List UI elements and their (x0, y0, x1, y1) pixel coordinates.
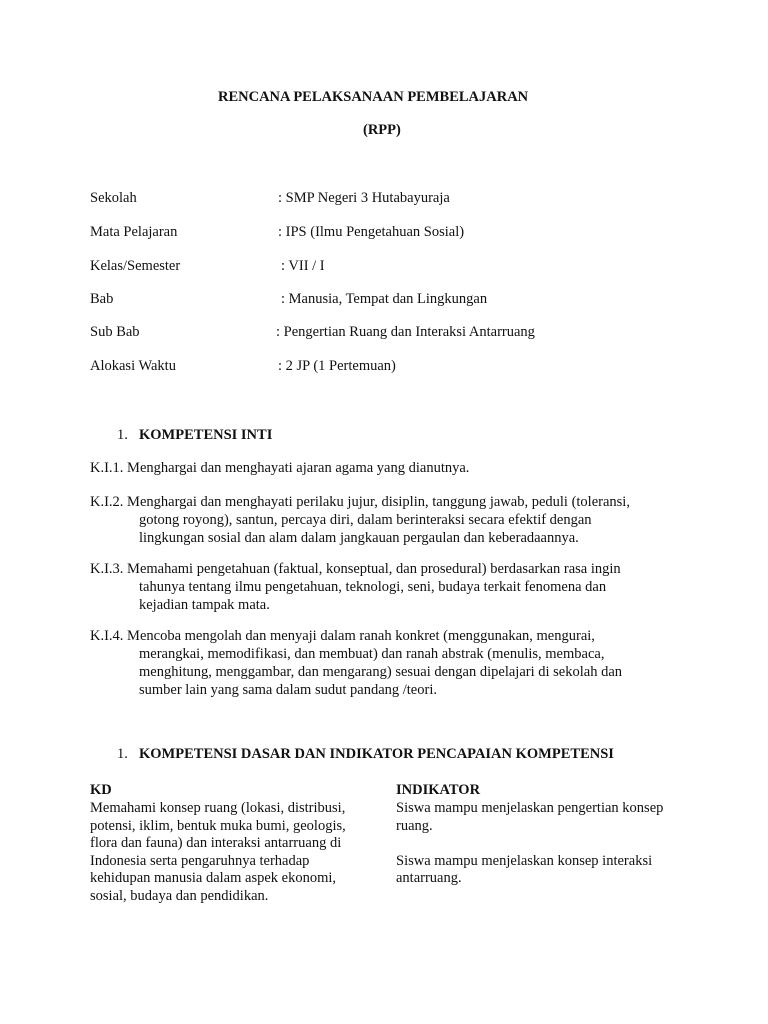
identity-label: Bab (90, 291, 114, 307)
indikator-line: Siswa mampu menjelaskan pengertian konsep (396, 800, 664, 816)
ki-line: K.I.3. Memahami pengetahuan (faktual, konseptual, dan prosedural) berdasarkan rasa ingin (90, 561, 621, 577)
ki-line: K.I.1. Menghargai dan menghayati ajaran agama yang dianutnya. (90, 460, 470, 476)
kd-line: Indonesia serta pengaruhnya terhadap (90, 852, 310, 869)
ki-item-4 (90, 627, 690, 699)
ki-line: merangkai, memodifikasi, dan membuat) dan ranah abstrak (menulis, membaca, (139, 646, 605, 662)
kd-line: potensi, iklim, bentuk muka bumi, geologis, (90, 817, 346, 834)
ki-line: menghitung, menggambar, dan mengarang) sesuai dengan dipelajari di sekolah dan (139, 664, 623, 680)
document-title: RENCANA PELAKSANAAN PEMBELAJARAN (218, 89, 529, 105)
kd-line: flora dan fauna) dan interaksi antarruang di (90, 835, 342, 851)
document-subtitle: (RPP) (363, 122, 401, 138)
indikator-line: ruang. (396, 817, 433, 834)
identity-value: : Manusia, Tempat dan Lingkungan (281, 291, 488, 307)
ki-item-1 (90, 459, 690, 477)
identity-label: Sekolah (90, 190, 137, 206)
identity-label: Sub Bab (90, 324, 140, 340)
kd-header: KD (90, 782, 112, 798)
kd-line: sosial, budaya dan pendidikan. (90, 887, 269, 904)
kd-column (90, 800, 346, 905)
section-number: 1. (117, 427, 128, 443)
identity-label: Kelas/Semester (90, 258, 181, 274)
section-heading-kompetensi-inti: KOMPETENSI INTI (139, 427, 273, 443)
indikator-column (396, 800, 663, 888)
indikator-line: Siswa mampu menjelaskan konsep interaksi (396, 852, 653, 869)
identity-value: : VII / I (281, 258, 325, 274)
indikator-header: INDIKATOR (396, 782, 481, 798)
section-number: 1. (117, 746, 128, 762)
identity-value: : SMP Negeri 3 Hutabayuraja (278, 190, 450, 206)
section-heading-kompetensi-dasar: KOMPETENSI DASAR DAN INDIKATOR PENCAPAIAN KOMPETENSI (139, 746, 614, 762)
identity-value: : Pengertian Ruang dan Interaksi Antarruang (276, 324, 535, 340)
indikator-spacer (396, 835, 663, 853)
ki-item-2 (90, 493, 690, 547)
ki-line: sumber lain yang sama dalam sudut pandang /teori. (139, 682, 437, 698)
identity-label: Mata Pelajaran (90, 224, 178, 240)
ki-line: K.I.2. Menghargai dan menghayati perilaku jujur, disiplin, tanggung jawab, peduli (toleransi, (90, 494, 630, 510)
ki-line: kejadian tampak mata. (139, 597, 270, 613)
ki-line: gotong royong), santun, percaya diri, dalam berinteraksi secara efektif dengan (139, 512, 592, 528)
ki-line: lingkungan sosial dan alam dalam jangkauan pergaulan dan keberadaannya. (139, 530, 579, 546)
indikator-line: antarruang. (396, 870, 462, 886)
identity-value: : 2 JP (1 Pertemuan) (278, 358, 396, 374)
ki-line: tahunya tentang ilmu pengetahuan, teknologi, seni, budaya terkait fenomena dan (139, 579, 607, 595)
kd-line: kehidupan manusia dalam aspek ekonomi, (90, 870, 337, 886)
ki-line: K.I.4. Mencoba mengolah dan menyaji dalam ranah konkret (menggunakan, mengurai, (90, 628, 595, 644)
identity-label: Alokasi Waktu (90, 358, 176, 374)
identity-value: : IPS (Ilmu Pengetahuan Sosial) (278, 224, 465, 240)
ki-item-3 (90, 560, 690, 614)
kd-line: Memahami konsep ruang (lokasi, distribusi, (90, 800, 346, 816)
